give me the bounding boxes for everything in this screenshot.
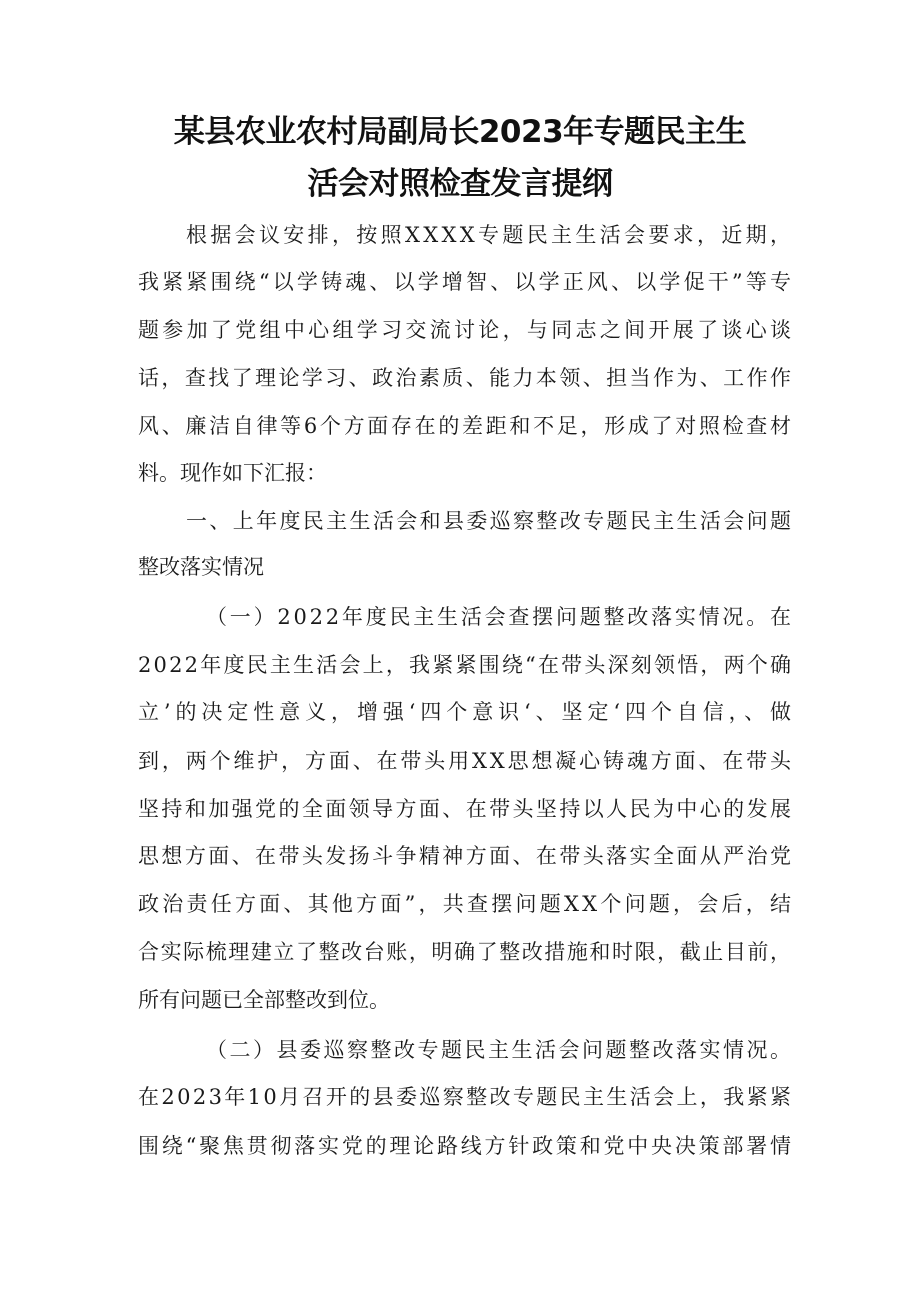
body-line xyxy=(0,1087,920,1108)
body-line xyxy=(0,368,920,389)
body-line xyxy=(0,655,920,676)
body-line-text: 围绕“聚焦贯彻落实党的理论路线方针政策和党中央决策部署情 xyxy=(138,1134,794,1158)
body-line xyxy=(0,511,920,532)
document-title-line-1: 某县农业农村局副局长2023年专题民主生 xyxy=(173,114,747,150)
body-line-text: 坚持和加强党的全面领导方面、在带头坚持以人民为中心的发展 xyxy=(138,797,794,821)
body-line-text: 立’的决定性意义，增强‘四个意识‘、坚定‘四个自信，、做 xyxy=(138,700,796,724)
body-line-text: 一、上年度民主生活会和县委巡察整改专题民主生活会问题 xyxy=(186,509,794,533)
body-line-text: 思想方面、在带头发扬斗争精神方面、在带头落实全面从严治党 xyxy=(138,844,794,868)
body-line xyxy=(0,990,920,1011)
body-line xyxy=(0,416,920,437)
body-line xyxy=(0,225,920,246)
body-line xyxy=(0,846,920,867)
body-line xyxy=(0,942,920,963)
body-line xyxy=(0,894,920,915)
body-line xyxy=(0,702,920,723)
body-line-text: 题参加了党组中心组学习交流讨论，与同志之间开展了谈心谈 xyxy=(138,318,795,342)
body-line-text: 政治责任方面、其他方面”，共查摆问题XX个问题，会后，结 xyxy=(138,892,795,916)
body-line xyxy=(0,272,920,293)
body-line xyxy=(0,320,920,341)
body-line xyxy=(0,463,920,484)
body-line xyxy=(0,607,920,628)
body-line-text: 我紧紧围绕“以学铸魂、以学增智、以学正风、以学促干”等专 xyxy=(138,270,795,294)
body-line-text: 在2023年10月召开的县委巡察整改专题民主生活会上，我紧紧 xyxy=(138,1085,794,1109)
body-line-text: （二）县委巡察整改专题民主生活会问题整改落实情况。 xyxy=(206,1038,794,1062)
body-line xyxy=(0,799,920,820)
body-line-text: （一）2022年度民主生活会查摆问题整改落实情况。在 xyxy=(206,605,794,629)
body-line-text: 所有问题已全部整改到位。 xyxy=(138,988,390,1012)
body-line xyxy=(0,751,920,772)
body-line xyxy=(0,1040,920,1061)
body-line-text: 料。现作如下汇报： xyxy=(138,461,327,485)
body-line-text: 合实际梳理建立了整改台账，明确了整改措施和时限，截止目前， xyxy=(138,940,793,964)
body-line-text: 到，两个维护，方面、在带头用XX思想凝心铸魂方面、在带头 xyxy=(138,749,794,773)
body-line xyxy=(0,557,920,578)
document-title-line-2: 活会对照检查发言提纲 xyxy=(307,166,613,202)
body-line-text: 2022年度民主生活会上，我紧紧围绕“在带头深刻领悟，两个确 xyxy=(138,653,794,677)
body-line-text: 风、廉洁自律等6个方面存在的差距和不足，形成了对照检查材 xyxy=(138,414,794,438)
body-line-text: 整改落实情况 xyxy=(138,555,264,579)
body-line-text: 话，查找了理论学习、政治素质、能力本领、担当作为、工作作 xyxy=(138,366,794,390)
body-line-text: 根据会议安排，按照XXXX专题民主生活会要求，近期， xyxy=(186,223,795,247)
body-line xyxy=(0,1136,920,1157)
